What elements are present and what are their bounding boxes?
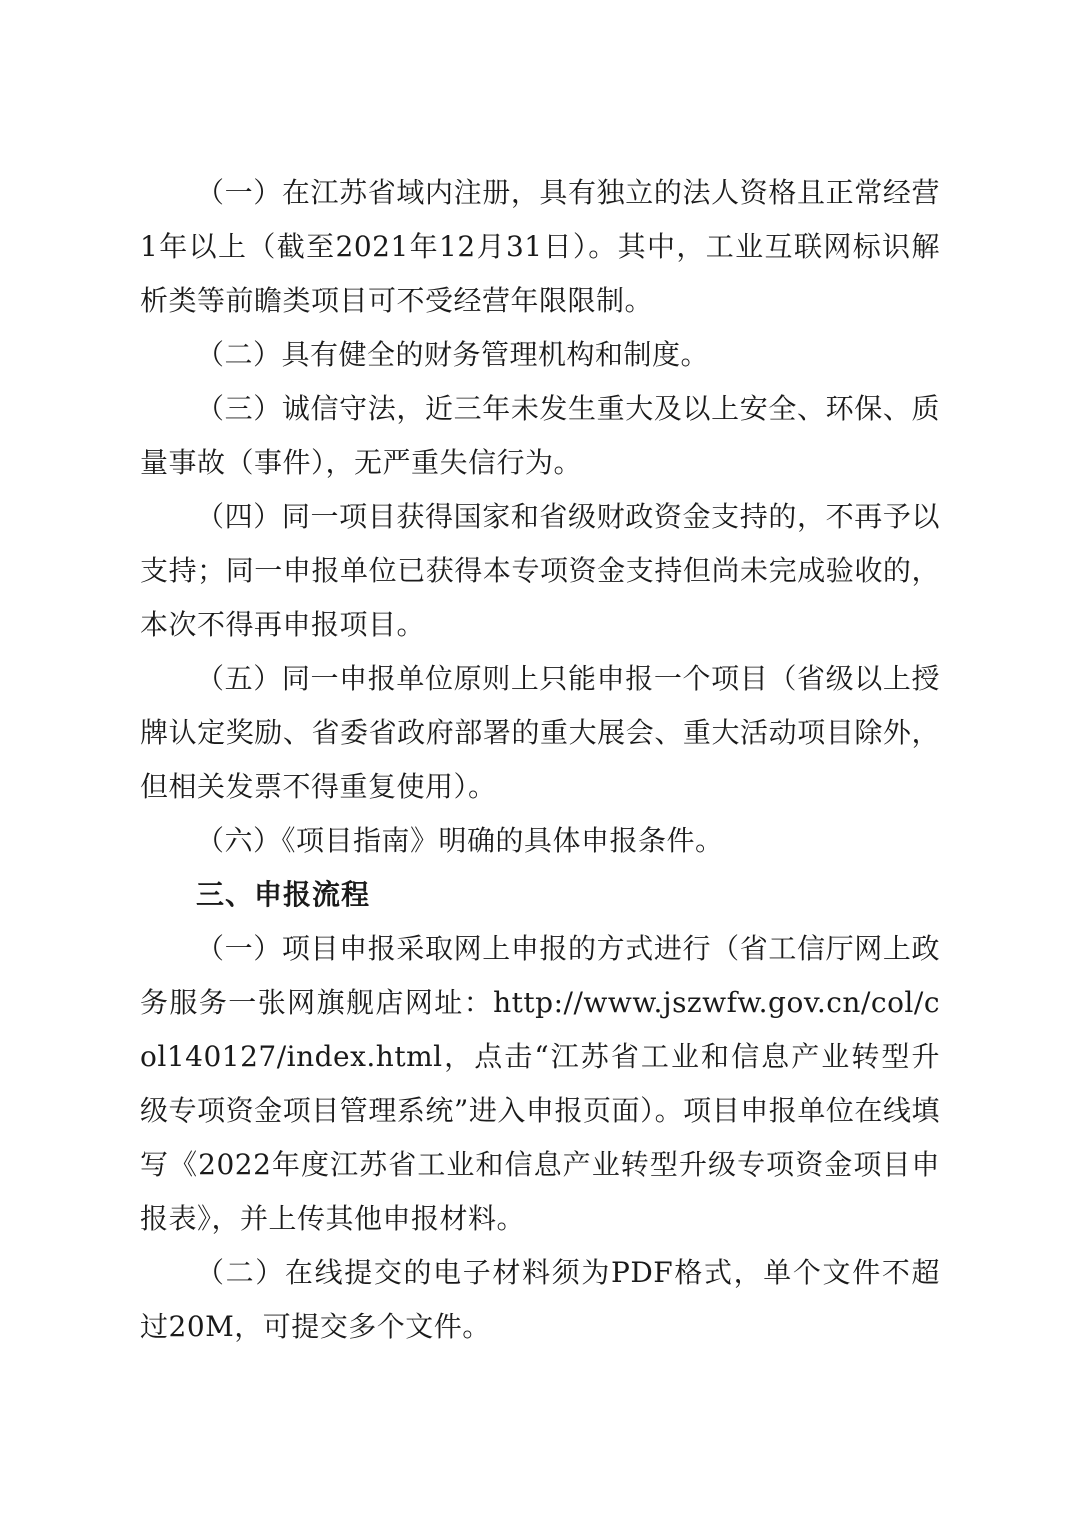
paragraph-condition-6: （六）《项目指南》明确的具体申报条件。 — [196, 824, 724, 857]
document-page — [140, 166, 940, 1354]
paragraph-condition-1: （一）在江苏省域内注册，具有独立的法人资格且正常经营1年以上（截至2021年12月31日）。其中，工业互联网标识解析类等前瞻类项目可不受经营年限限制。 — [140, 176, 940, 317]
paragraph-process-1: （一）项目申报采取网上申报的方式进行（省工信厅网上政务服务一张网旗舰店网址：http://www.jszwfw.gov.cn/col/col140127/index.html，点击“江苏省工业和信息产业转型升级专项资金项目管理系统”进入申报页面）。项目申报单位在线填写《2022年度江苏省工业和信息产业转型升级专项资金项目申报表》，并上传其他申报材料。 — [140, 932, 940, 1235]
paragraph-condition-5: （五）同一申报单位原则上只能申报一个项目（省级以上授牌认定奖励、省委省政府部署的重大展会、重大活动项目除外，但相关发票不得重复使用）。 — [140, 662, 940, 803]
section-heading-process: 三、申报流程 — [196, 878, 371, 911]
paragraph-condition-2: （二）具有健全的财务管理机构和制度。 — [196, 338, 710, 371]
paragraph-condition-3: （三）诚信守法，近三年未发生重大及以上安全、环保、质量事故（事件），无严重失信行为。 — [140, 392, 940, 479]
paragraph-condition-4: （四）同一项目获得国家和省级财政资金支持的，不再予以支持；同一申报单位已获得本专项资金支持但尚未完成验收的，本次不得再申报项目。 — [140, 500, 940, 641]
paragraph-process-2: （二）在线提交的电子材料须为PDF格式，单个文件不超过20M，可提交多个文件。 — [140, 1256, 940, 1343]
